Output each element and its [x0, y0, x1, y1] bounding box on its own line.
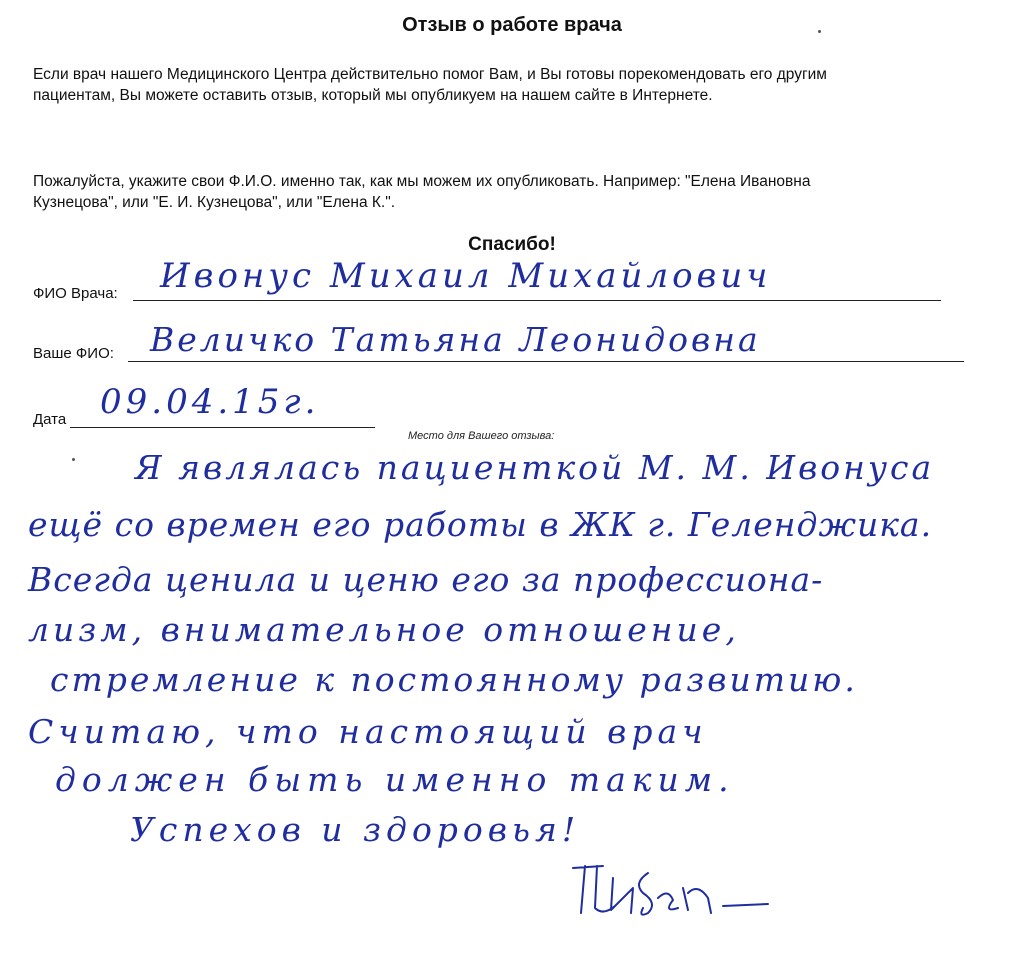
name-hint-line-2: Кузнецова", или "Е. И. Кузнецова", или "Елена К.". — [33, 194, 396, 211]
scan-speck — [818, 30, 821, 33]
review-line-3: Всегда ценила и ценю его за профессиона- — [28, 560, 824, 599]
patient-name-line — [128, 361, 964, 362]
intro-text — [33, 64, 993, 106]
intro-line-2: пациентам, Вы можете оставить отзыв, который мы опубликуем на нашем сайте в Интернете. — [33, 87, 713, 104]
review-line-2: ещё со времен его работы в ЖК г. Геленджика. — [28, 505, 933, 544]
form-title: Отзыв о работе врача — [402, 14, 622, 36]
doctor-name-line — [133, 300, 941, 301]
name-hint-text — [33, 171, 993, 213]
date-label: Дата — [33, 411, 67, 428]
name-hint-line-1: Пожалуйста, укажите свои Ф.И.О. именно так, как мы можем их опубликовать. Например: "Елена Ивановна — [33, 173, 811, 190]
date-line — [70, 427, 375, 428]
review-line-7: должен быть именно таким. — [55, 760, 735, 799]
signature — [563, 858, 773, 928]
patient-name-label: Ваше ФИО: — [33, 345, 114, 362]
date-field[interactable]: 09.04.15г. — [100, 382, 320, 422]
review-line-1: Я являлась пациенткой М. М. Ивонуса — [135, 448, 935, 487]
review-line-6: Считаю, что настоящий врач — [28, 712, 708, 751]
review-line-8: Успехов и здоровья! — [130, 810, 581, 849]
review-caption: Место для Вашего отзыва: — [408, 430, 555, 442]
doctor-name-label: ФИО Врача: — [33, 285, 118, 302]
thanks-heading: Спасибо! — [468, 234, 556, 255]
review-line-4: лизм, внимательное отношение, — [28, 610, 740, 649]
scan-speck — [72, 458, 75, 461]
intro-line-1: Если врач нашего Медицинского Центра действительно помог Вам, и Вы готовы порекомендовать его другим — [33, 66, 827, 83]
doctor-name-field[interactable]: Ивонус Михаил Михайлович — [160, 256, 772, 296]
review-line-5: стремление к постоянному развитию. — [50, 660, 858, 699]
patient-name-field[interactable]: Величко Татьяна Леонидовна — [150, 320, 761, 359]
